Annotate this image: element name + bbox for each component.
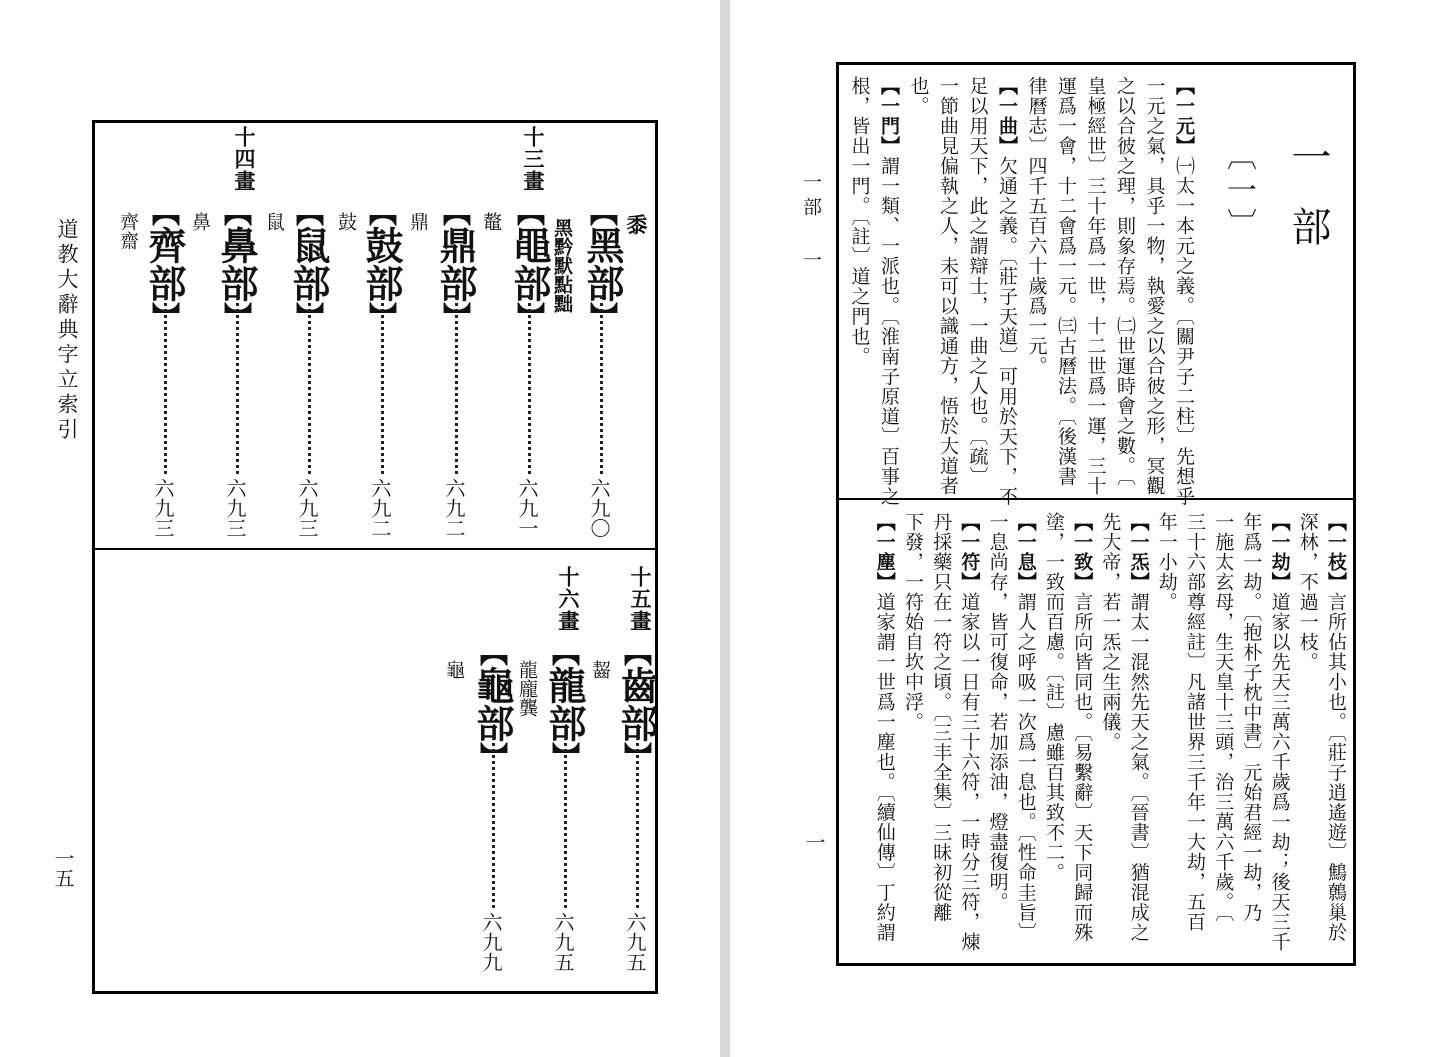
leader-dots (492, 736, 495, 908)
text-column: 之以合彼之理，則象存焉。㈡世運時會之數。〔 (1114, 76, 1136, 487)
text-column: 【一符】道家以一日有三十六符，一時分三符，煉 (958, 512, 981, 952)
stroke-count: 十六畫 (556, 566, 581, 632)
text-column: 【一炁】謂太一混然先天之氣。〔晉書〕猶混成之 (1127, 512, 1150, 943)
sub-char: 齧 (589, 660, 611, 679)
text-column: 下發，一符始自坎中浮。 (902, 512, 924, 732)
page-ref: 六九五 (551, 912, 575, 972)
radical-heading: 【鼎部】 (433, 198, 478, 330)
leader-dots (600, 296, 603, 474)
entry-keyword: 【一枝】 (1325, 512, 1347, 592)
leader-dots (528, 296, 531, 474)
page-ref: 六九二 (442, 478, 466, 538)
sub-char: 鼠 (263, 212, 285, 231)
text-column: 【一元】㈠太一本元之義。〔關尹子二柱〕先想乎 (1173, 76, 1195, 507)
page-ref: 六九一 (515, 478, 539, 538)
page-ref: 六九二 (368, 478, 392, 538)
text-column: 根，皆出一門。〔註〕道之門也。 (848, 76, 871, 367)
stroke-count: 十四畫 (232, 126, 257, 192)
page-ref: 六九三 (223, 478, 247, 538)
page-ref: 六九三 (151, 478, 175, 538)
sub-char: 鼎 (407, 212, 429, 231)
sub-char: 鼻 (189, 212, 211, 231)
text-column: 也。 (907, 76, 930, 116)
leader-dots (381, 296, 384, 474)
text-column: 年爲一劫。〔抱朴子枕中書〕元始君經一劫，乃 (1240, 512, 1263, 923)
text-column: 【一曲】欠通之義。〔莊子天道〕可用於天下，不 (996, 76, 1018, 507)
entry-keyword: 【一符】 (958, 512, 981, 592)
sub-char: 黍 (624, 214, 649, 236)
text-column: 【一枝】言所佔其小也。〔莊子逍遙遊〕鷦鷯巢於 (1325, 512, 1347, 943)
radical-heading: 【鼓部】 (359, 198, 404, 330)
leader-dots (564, 736, 567, 908)
radical-heading: 【黽部】 (507, 198, 552, 330)
page-number: 一 (802, 832, 826, 852)
text-column: 運爲一會，十二會爲一元。㈢古曆法。〔後漢書 (1055, 76, 1077, 487)
page-number: 一五 (51, 848, 75, 888)
frame-divider (836, 498, 1356, 500)
entry-keyword: 【一門】 (878, 76, 900, 156)
entry-keyword: 【一息】 (1014, 512, 1037, 592)
leader-dots (164, 296, 167, 474)
text-column: 深林，不過一枝。 (1296, 512, 1319, 672)
frame-divider (92, 548, 658, 550)
sub-char: 鼇 (480, 212, 502, 231)
text-column: 【一致】言所向皆同也。〔易繫辭〕天下同歸而殊 (1071, 512, 1094, 943)
running-title: 道教大辭典字立索引 (55, 218, 79, 443)
sub-char: 鼓 (335, 212, 357, 231)
text-column: 年一小劫。 (1155, 512, 1178, 612)
page-gutter (720, 0, 730, 1057)
entry-keyword: 【一劫】 (1268, 512, 1291, 592)
leader-dots (455, 296, 458, 474)
radical-heading: 【鼠部】 (286, 198, 331, 330)
text-column: 【一息】謂人之呼吸一次爲一息也。〔性命圭旨〕 (1014, 512, 1037, 943)
text-column: 足以用天下，此之謂辯士，一曲之人也。〔疏〕 (966, 76, 989, 487)
text-column: 塗，一致而百慮。〔註〕慮雖百其致不二。 (1043, 512, 1065, 883)
sub-chars: 黑黔默點黜 (551, 218, 573, 313)
text-column: 先大帝，若一炁之生兩儀。 (1099, 512, 1122, 752)
section-title: 一部 (1285, 136, 1331, 276)
radical-heading: 【龜部】 (470, 638, 515, 770)
text-column: 【一塵】道家謂一世爲一塵也。〔續仙傳〕丁約謂 (873, 512, 896, 943)
text-column: 三十六部尊經註〕凡諸世界三千年一大劫，五百 (1184, 512, 1206, 932)
leader-dots (236, 296, 239, 474)
section-subtitle: 〔一〕 (1221, 140, 1256, 242)
radical-heading: 【龍部】 (542, 638, 587, 770)
entry-keyword: 【一炁】 (1127, 512, 1150, 592)
text-column: 一息尚存，皆可復命，若加添油，燈盡復明。 (986, 512, 1009, 912)
sub-chars: 龍龐龔 (516, 660, 538, 717)
running-title: 一部 一 (800, 172, 822, 275)
leader-dots (308, 296, 311, 474)
text-column: 律曆志〕四千五百六十歲爲一元。 (1025, 76, 1048, 376)
page-ref: 六九三 (295, 478, 319, 538)
text-column: 一節曲見偏執之人，未可以識通方，悟於大道者 (937, 76, 959, 496)
entry-keyword: 【一元】 (1173, 76, 1195, 156)
sub-char: 龜 (443, 660, 465, 679)
radical-heading: 【鼻部】 (214, 198, 259, 330)
page-ref: 六九九 (479, 912, 503, 972)
radical-heading: 【齒部】 (614, 638, 659, 770)
text-column: 【一劫】道家以先天三萬六千歲爲一劫；後天三千 (1268, 512, 1291, 952)
text-column: 【一門】謂一類、一派也。〔淮南子原道〕百事之 (878, 76, 900, 507)
text-column: 一元之氣，具乎一物，執愛之以合彼之形，冥觀 (1143, 76, 1166, 496)
sub-chars: 齊齋 (117, 212, 139, 250)
leader-dots (636, 736, 639, 908)
radical-heading: 【齊部】 (142, 198, 187, 330)
text-column: 一施太玄母，生天皇十三頭，治三萬六千歲。〔 (1212, 512, 1235, 923)
entry-keyword: 【一曲】 (996, 76, 1018, 156)
radical-heading: 【黑部】 (580, 198, 625, 330)
stroke-count: 十五畫 (628, 566, 653, 632)
text-column: 丹採藥只在一符之頃。〔三丰全集〕三昧初從離 (930, 512, 953, 923)
entry-keyword: 【一致】 (1071, 512, 1094, 592)
text-column: 皇極經世〕三十年爲一世，十二世爲一運，三十 (1084, 76, 1107, 496)
page-ref: 六九五 (623, 912, 647, 972)
stroke-count: 十三畫 (521, 126, 546, 192)
page-ref: 六九〇 (587, 478, 611, 538)
entry-keyword: 【一塵】 (873, 512, 896, 592)
